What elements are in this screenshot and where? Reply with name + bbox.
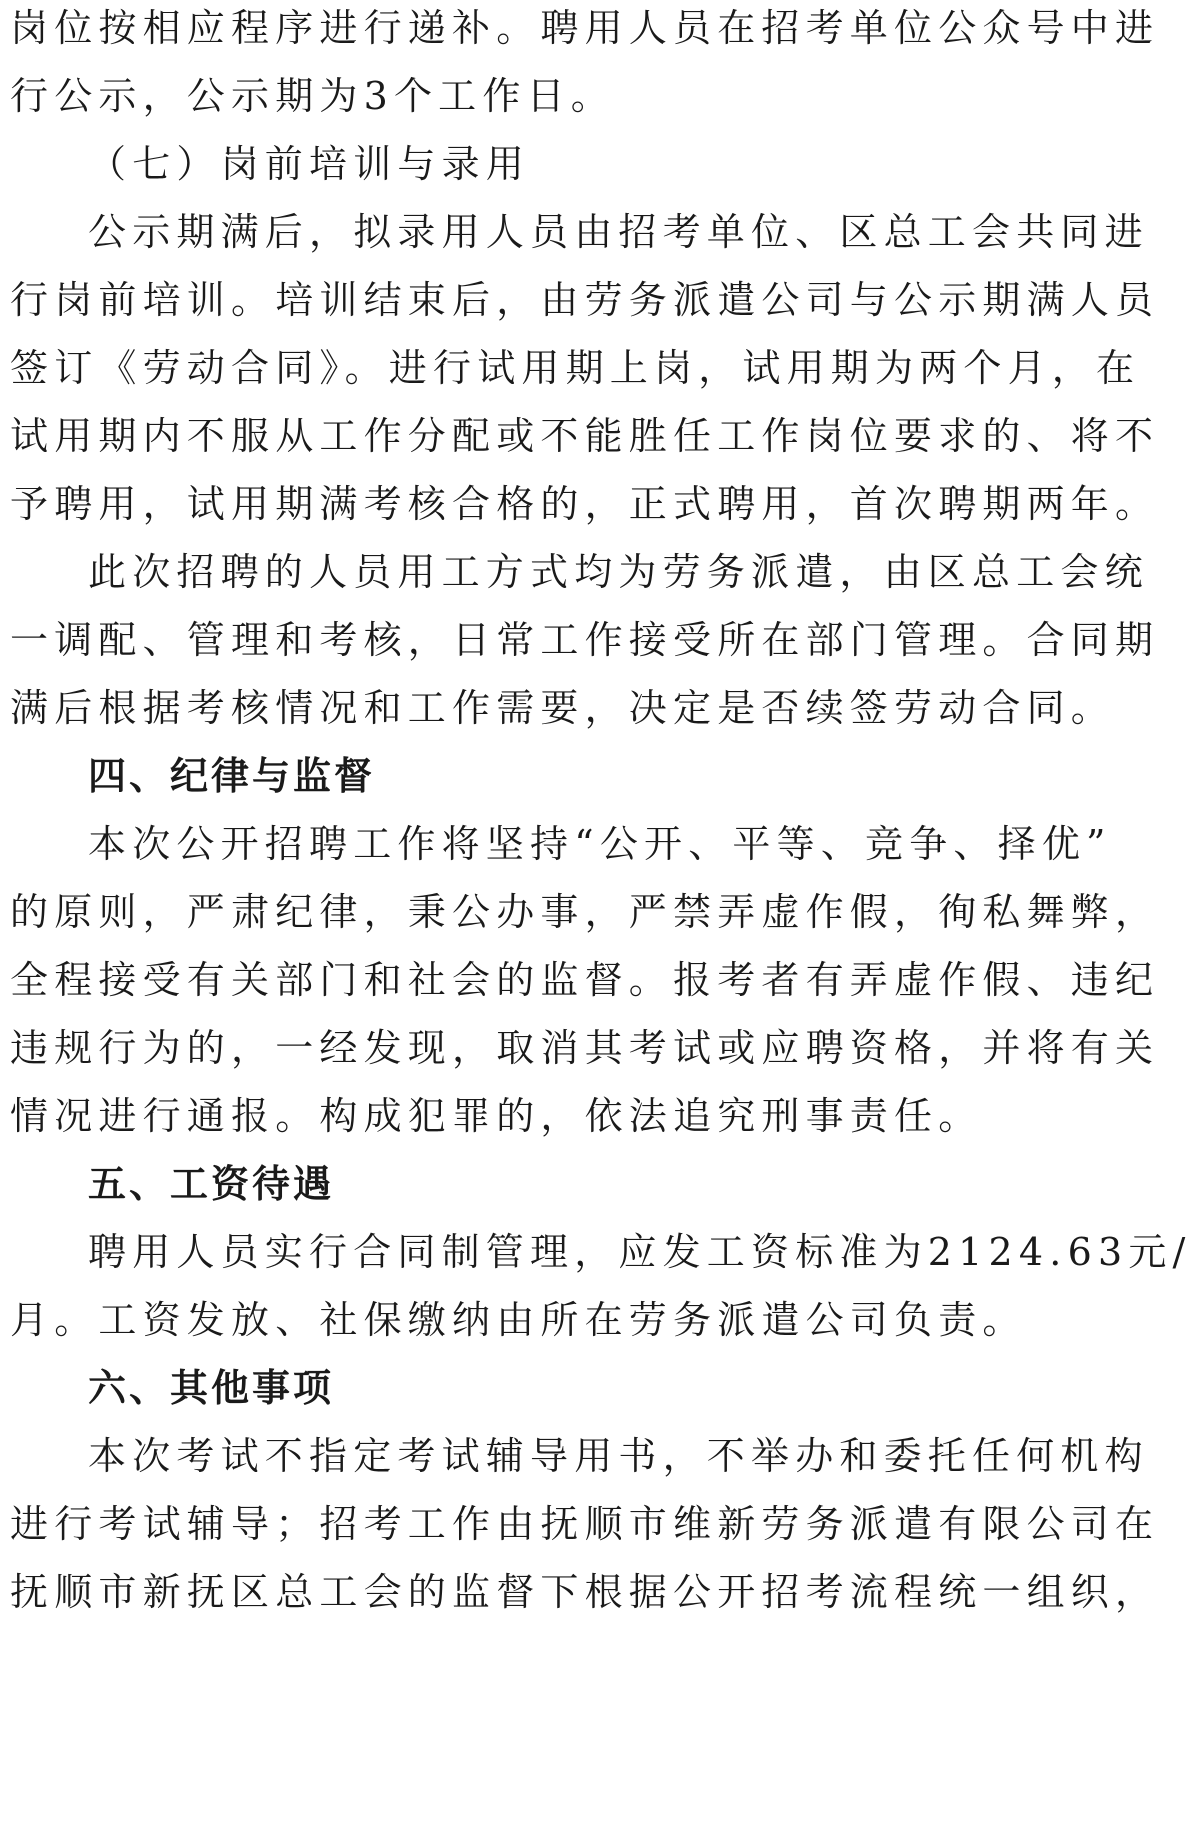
text-line: 行公示，公示期为3个工作日。 — [10, 74, 615, 118]
section-heading: 六、其他事项 — [88, 1366, 335, 1410]
text-line: 一调配、管理和考核，日常工作接受所在部门管理。合同期 — [10, 618, 1160, 662]
text-line: 进行考试辅导；招考工作由抚顺市维新劳务派遣有限公司在 — [10, 1502, 1160, 1546]
section-heading: 四、纪律与监督 — [88, 754, 376, 798]
text-line: 全程接受有关部门和社会的监督。报考者有弄虚作假、违纪 — [10, 958, 1160, 1002]
text-line: 抚顺市新抚区总工会的监督下根据公开招考流程统一组织， — [10, 1570, 1160, 1614]
text-line: 本次公开招聘工作将坚持“公开、平等、竞争、择优” — [88, 822, 1112, 866]
text-line: 行岗前培训。培训结束后，由劳务派遣公司与公示期满人员 — [10, 278, 1160, 322]
section-heading: 五、工资待遇 — [88, 1162, 335, 1206]
text-line: 聘用人员实行合同制管理，应发工资标准为2124.63元/ — [88, 1230, 1192, 1274]
text-line: 此次招聘的人员用工方式均为劳务派遣，由区总工会统 — [88, 550, 1149, 594]
text-line: 本次考试不指定考试辅导用书，不举办和委托任何机构 — [88, 1434, 1149, 1478]
text-line: 岗位按相应程序进行递补。聘用人员在招考单位公众号中进 — [10, 6, 1160, 50]
text-line: 满后根据考核情况和工作需要，决定是否续签劳动合同。 — [10, 686, 1116, 730]
text-line: 的原则，严肃纪律，秉公办事，严禁弄虚作假，徇私舞弊， — [10, 890, 1160, 934]
text-line: 月。工资发放、社保缴纳由所在劳务派遣公司负责。 — [10, 1298, 1027, 1342]
text-line: 予聘用，试用期满考核合格的，正式聘用，首次聘期两年。 — [10, 482, 1160, 526]
text-line: 签订《劳动合同》。进行试用期上岗，试用期为两个月，在 — [10, 346, 1141, 390]
text-line: 公示期满后，拟录用人员由招考单位、区总工会共同进 — [88, 210, 1149, 254]
subsection-heading: （七）岗前培训与录用 — [88, 142, 531, 186]
text-line: 情况进行通报。构成犯罪的，依法追究刑事责任。 — [10, 1094, 983, 1138]
text-line: 试用期内不服从工作分配或不能胜任工作岗位要求的、将不 — [10, 414, 1160, 458]
text-line: 违规行为的，一经发现，取消其考试或应聘资格，并将有关 — [10, 1026, 1160, 1070]
